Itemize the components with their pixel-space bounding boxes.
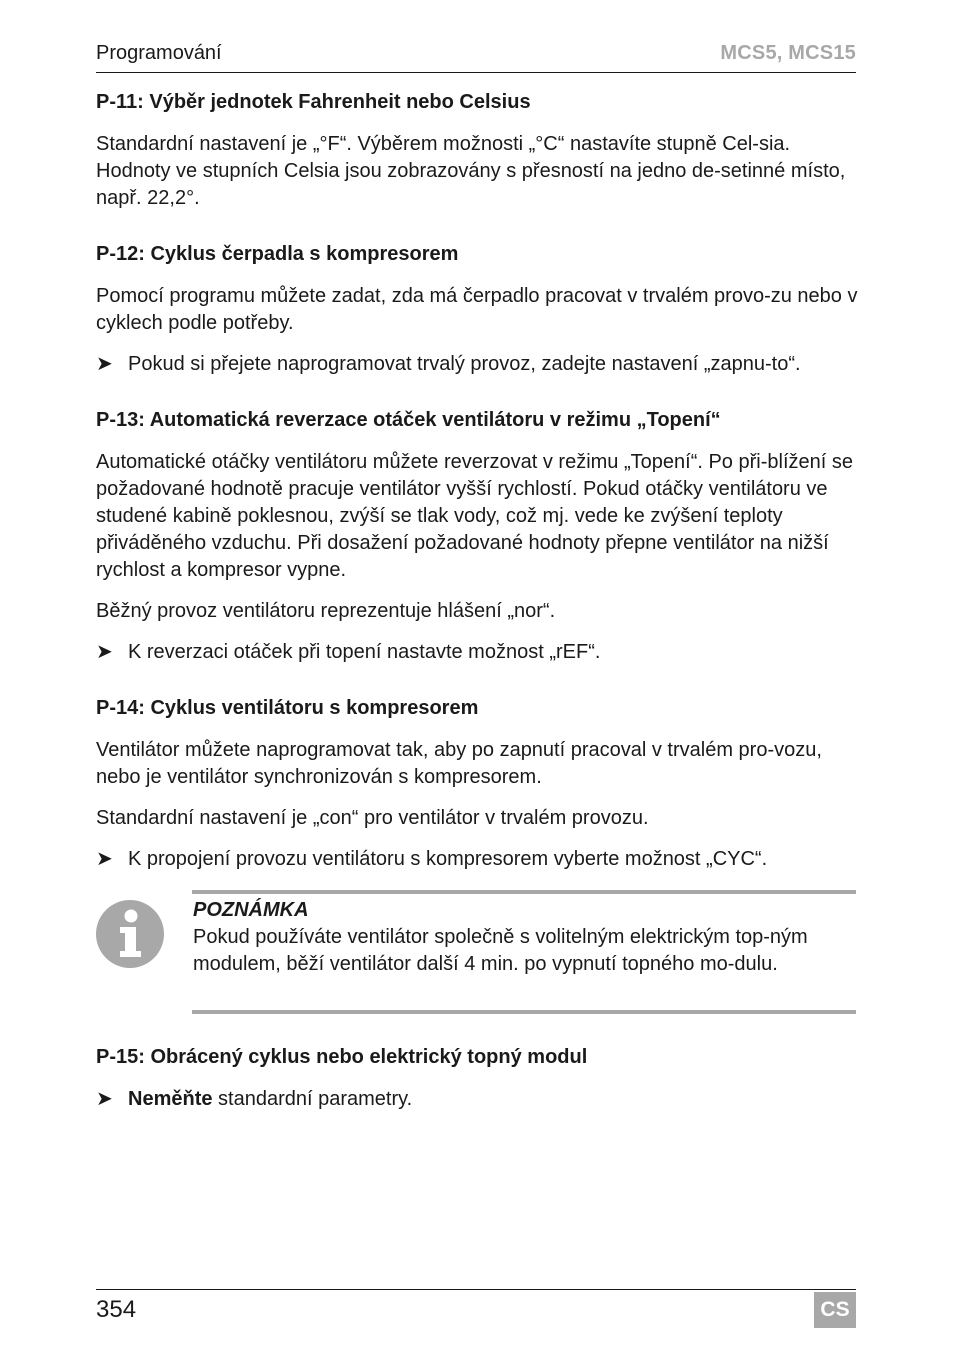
section-heading: P-15: Obrácený cyklus nebo elektrický topný modul	[96, 1046, 588, 1068]
section-p14	[96, 695, 858, 873]
section-p12	[96, 241, 858, 378]
paragraph: Pomocí programu můžete zadat, zda má čerpadlo pracovat v trvalém provo-zu nebo v cyklech podle potřeby.	[96, 285, 858, 334]
bullet-bold-text: Neměňte	[128, 1088, 213, 1110]
note-box	[96, 890, 858, 1016]
paragraph: Běžný provoz ventilátoru reprezentuje hlášení „nor“.	[96, 600, 556, 622]
paragraph: Standardní nastavení je „°F“. Výběrem možnosti „°C“ nastavíte stupně Cel-sia. Hodnoty ve stupních Celsia jsou zobrazovány s přesností na jedno de-setinné místo, např. 22,2°.	[96, 133, 846, 209]
section-p15	[96, 1044, 858, 1113]
instruction-bullet	[96, 1086, 858, 1113]
arrow-bullet-icon: ➤	[96, 641, 113, 663]
bullet-text: Pokud si přejete naprogramovat trvalý provoz, zadejte nastavení „zapnu-to“.	[128, 353, 801, 375]
page-content	[96, 89, 858, 1113]
bullet-text: K reverzaci otáček při topení nastavte možnost „rEF“.	[128, 641, 601, 663]
page-header	[96, 40, 856, 73]
section-p11	[96, 89, 858, 212]
instruction-bullet	[96, 351, 858, 378]
section-heading: P-13: Automatická reverzace otáček ventilátoru v režimu „Topení“	[96, 409, 721, 431]
note-title: POZNÁMKA	[193, 899, 309, 921]
arrow-bullet-icon: ➤	[96, 353, 113, 375]
section-heading: P-11: Výběr jednotek Fahrenheit nebo Celsius	[96, 91, 531, 113]
header-section-title: Programování	[96, 42, 222, 64]
language-badge: CS	[814, 1292, 856, 1328]
section-heading: P-12: Cyklus čerpadla s kompresorem	[96, 243, 459, 265]
arrow-bullet-icon: ➤	[96, 1088, 113, 1110]
instruction-bullet	[96, 639, 858, 666]
header-model: MCS5, MCS15	[720, 42, 856, 64]
page-number: 354	[96, 1296, 137, 1323]
paragraph: Standardní nastavení je „con“ pro ventilátor v trvalém provozu.	[96, 807, 649, 829]
note-text: Pokud používáte ventilátor společně s volitelným elektrickým top-ným modulem, běží ventilátor další 4 min. po vypnutí topného mo-dulu.	[193, 926, 808, 975]
info-icon	[96, 900, 164, 968]
bullet-text	[128, 1086, 858, 1113]
note-content	[192, 890, 856, 1014]
arrow-bullet-icon: ➤	[96, 848, 113, 870]
paragraph: Automatické otáčky ventilátoru můžete reverzovat v režimu „Topení“. Po při-blížení se požadované hodnotě pracuje ventilátor vyšší rychlostí. Pokud otáčky ventilátoru ve studené kabině poklesnou, zvýší se tlak vody, což mj. vede ke zvýšení teploty přiváděného vzduchu. Při dosažení požadované hodnoty přepne ventilátor na nižší rychlost a kompresor vypne.	[96, 451, 853, 581]
paragraph: Ventilátor můžete naprogramovat tak, aby po zapnutí pracoval v trvalém pro-vozu, nebo je ventilátor synchronizován s kompresorem.	[96, 739, 822, 788]
page-footer	[96, 1289, 856, 1330]
section-heading: P-14: Cyklus ventilátoru s kompresorem	[96, 697, 479, 719]
instruction-bullet	[96, 846, 858, 873]
bullet-text: K propojení provozu ventilátoru s kompresorem vyberte možnost „CYC“.	[128, 848, 768, 870]
bullet-rest-text: standardní parametry.	[212, 1088, 413, 1110]
section-p13	[96, 407, 858, 666]
